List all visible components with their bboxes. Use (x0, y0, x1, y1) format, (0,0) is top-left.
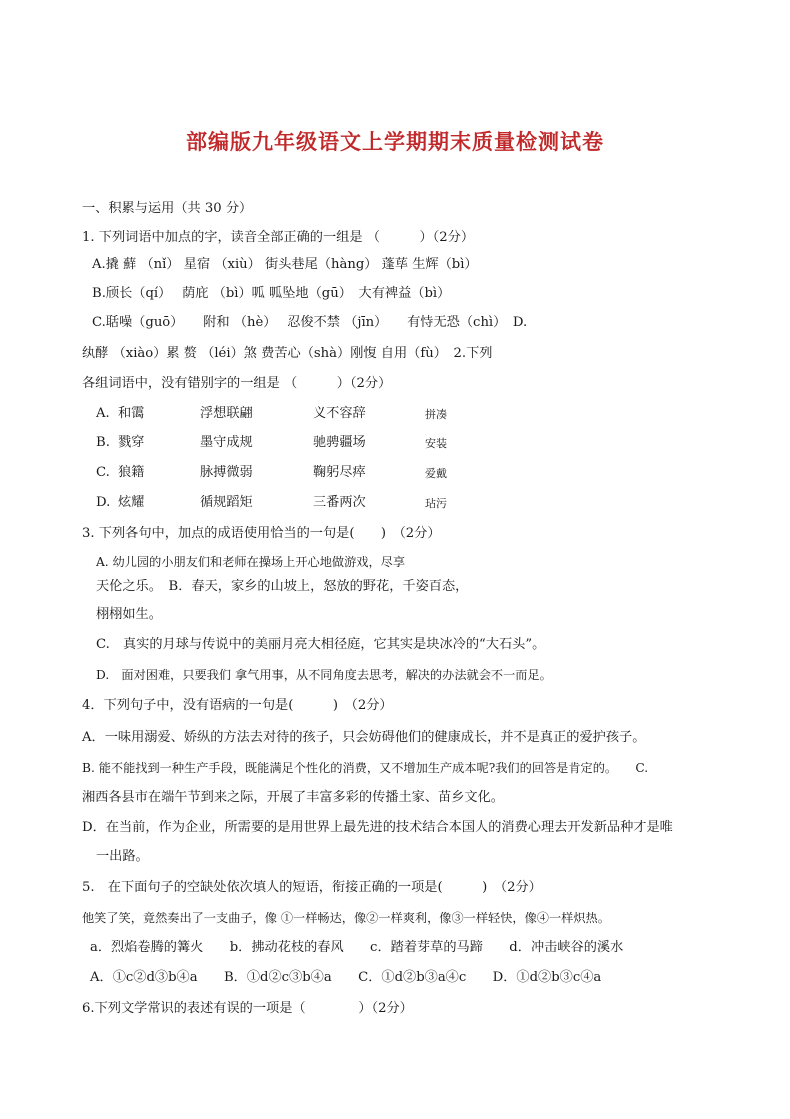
word-1: 炫耀 (118, 495, 145, 510)
option-letter: A. (96, 406, 110, 421)
question-1-option-c: C.聒噪（guō） 附和 （hè） 忍俊不禁 （jīn） 有恃无恐（chì） D. (92, 315, 528, 330)
question-5-sentence: 他笑了笑，竟然奏出了一支曲子，像 ①一样畅达，像②一样爽利，像③一样轻快，像④一样炽热。 (82, 911, 610, 925)
question-4-option-a: A．一味用溺爱、娇纵的方法去对待的孩子，只会妨碍他们的健康成长，并不是真正的爱护孩子。 (82, 730, 646, 745)
question-6-stem: 6.下列文学常识的表述有误的一项是（ ）（2分） (82, 1001, 413, 1016)
question-5-stem: 5. 在下面句子的空缺处依次填人的短语，衔接正确的一项是( ) （2分） (82, 880, 542, 895)
word-3: 驰骋疆场 (313, 435, 366, 450)
question-1-option-b: B.颀长（qí） 荫庇 （bì）呱 呱坠地（gū） 大有裨益（bì） (92, 286, 451, 301)
question-4-option-c: 湘西各县市在端午节到来之际，开展了丰富多彩的传播土家、苗乡文化。 (82, 790, 504, 805)
question-3-stem: 3. 下列各句中，加点的成语使用恰当的一句是( ) （2分） (82, 526, 441, 541)
word-2: 脉搏微弱 (200, 465, 253, 480)
word-3: 鞠躬尽瘁 (313, 465, 366, 480)
page-title: 部编版九年级语文上学期期末质量检测试卷 (186, 130, 604, 154)
word-2: 浮想联翩 (200, 406, 253, 421)
question-3-option-a: A. 幼儿园的小朋友们和老师在操场上开心地做游戏，尽享 (96, 555, 406, 569)
question-3-option-a-cont: 天伦之乐。 B．春天，家乡的山坡上，怒放的野花，千姿百态， (96, 579, 469, 594)
word-4: 安装 (425, 437, 447, 450)
section-heading: 一、积累与运用（共 30 分） (82, 201, 253, 216)
question-1-option-d: 纨酵 （xiào）累 赘 （léi）煞 费苦心（shà）刚愎 自用（fù） 2.下列 (82, 346, 493, 361)
word-2: 循规蹈矩 (200, 495, 253, 510)
word-1: 戮穿 (118, 435, 145, 450)
word-4: 玷污 (425, 497, 447, 510)
option-letter: B. (96, 435, 110, 450)
question-5-options: A．①c②d③b④a B．①d②c③b④a C．①d②b③a④c D．①d②b③c④a (90, 970, 602, 985)
word-1: 狼籍 (118, 465, 145, 480)
question-3-option-d: D. 面对困难，只要我们 拿气用事，从不同角度去思考，解决的办法就会不一而足。 (96, 668, 552, 682)
question-1-stem: 1. 下列词语中加点的字，读音全部正确的一组是 （ ）（2分） (82, 230, 475, 245)
option-letter: C. (96, 465, 110, 480)
question-4-option-b: B. 能不能找到一种生产手段，既能满足个性化的消费，又不增加生产成本呢?我们的回答是肯定的。 C. (82, 761, 649, 775)
question-3-option-c: C. 真实的月球与传说中的美丽月亮大相径庭，它其实是块冰冷的“大石头”。 (96, 637, 546, 652)
word-2: 墨守成规 (200, 435, 253, 450)
option-letter: D. (96, 495, 111, 510)
question-1-option-a: A.撬 蘚 （nǐ） 星宿 （xiù） 街头巷尾（hàng） 蓬荜 生辉（bì） (92, 257, 478, 272)
word-3: 三番两次 (313, 495, 366, 510)
word-1: 和霭 (118, 406, 145, 421)
word-4: 拼凑 (425, 408, 447, 421)
question-5-phrases: a．烈焰卷腾的篝火 b．拂动花枝的春风 c．踏着芽草的马蹄 d．冲击峡谷的溪水 (90, 940, 624, 955)
question-4-stem: 4．下列句子中，没有语病的一句是( ) （2分） (82, 698, 393, 713)
question-3-option-b-cont: 栩栩如生。 (96, 607, 162, 622)
question-2-stem: 各组词语中，没有错别字的一组是 （ ）（2分） (82, 376, 392, 391)
word-3: 义不容辞 (313, 406, 366, 421)
question-4-option-d: D．在当前，作为企业，所需要的是用世界上最先进的技术结合本国人的消费心理去开发新品种才是唯 (82, 820, 673, 835)
word-4: 爱戴 (425, 467, 447, 480)
question-4-option-d-cont: 一出路。 (96, 849, 149, 864)
